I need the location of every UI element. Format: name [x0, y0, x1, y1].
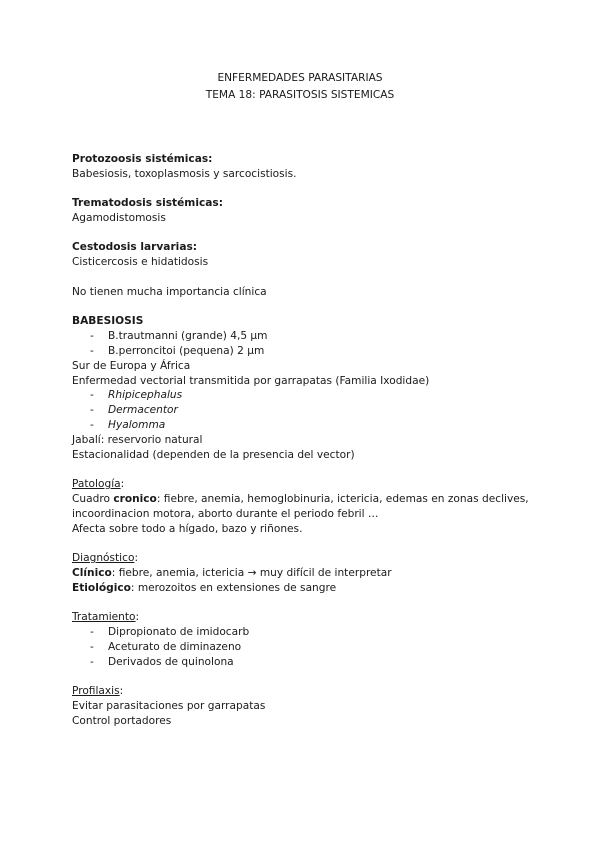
- list-dash: -: [90, 404, 94, 416]
- trematodosis-heading: Trematodosis sistémicas:: [72, 197, 223, 209]
- tratamiento-heading: [72, 610, 139, 625]
- profilaxis-heading-label: Profilaxis: [72, 685, 120, 697]
- heading-colon: :: [120, 478, 125, 490]
- patologia-line1: [72, 492, 529, 507]
- protozoosis-text: Babesiosis, toxoplasmosis y sarcocistiosis.: [72, 168, 297, 180]
- patologia-heading: [72, 477, 124, 492]
- patologia-line2: incoordinacion motora, aborto durante el periodo febril …: [72, 508, 379, 520]
- list-dash: -: [90, 389, 94, 401]
- list-dash: -: [90, 641, 94, 653]
- profilaxis-heading: [72, 684, 123, 699]
- heading-colon: :: [119, 685, 124, 697]
- list-dash: -: [90, 330, 94, 342]
- clinico-text: : fiebre, anemia, ictericia → muy difícil de interpretar: [111, 567, 392, 579]
- species-item: B.perroncitoi (pequena) 2 µm: [108, 345, 265, 357]
- genus-item: Rhipicephalus: [108, 389, 183, 401]
- region-text: Sur de Europa y África: [72, 360, 191, 372]
- cestodosis-heading: Cestodosis larvarias:: [72, 241, 198, 253]
- etiologico-label: Etiológico: [72, 582, 131, 594]
- vector-text: Enfermedad vectorial transmitida por garrapatas (Familia Ixodidae): [72, 375, 430, 387]
- patologia-line3: Afecta sobre todo a hígado, bazo y riñones.: [72, 523, 303, 535]
- patologia-line1-pre: Cuadro: [72, 493, 114, 505]
- babesiosis-heading: BABESIOSIS: [72, 315, 144, 327]
- reservoir-text: Jabalí: reservorio natural: [72, 434, 203, 446]
- profilaxis-item: Evitar parasitaciones por garrapatas: [72, 700, 266, 712]
- diagnostico-clinico: [72, 566, 392, 581]
- heading-colon: :: [135, 611, 140, 623]
- list-dash: -: [90, 656, 94, 668]
- importance-note: No tienen mucha importancia clínica: [72, 286, 267, 298]
- list-dash: -: [90, 345, 94, 357]
- tratamiento-item: Dipropionato de imidocarb: [108, 626, 250, 638]
- diagnostico-heading: [72, 551, 138, 566]
- clinico-label: Clínico: [72, 567, 112, 579]
- tratamiento-item: Aceturato de diminazeno: [108, 641, 242, 653]
- diagnostico-heading-label: Diagnóstico: [72, 552, 135, 564]
- tratamiento-item: Derivados de quinolona: [108, 656, 234, 668]
- season-text: Estacionalidad (dependen de la presencia del vector): [72, 449, 355, 461]
- patologia-line1-bold: cronico: [113, 493, 157, 505]
- list-dash: -: [90, 419, 94, 431]
- document-subtitle: TEMA 18: PARASITOSIS SISTEMICAS: [205, 89, 395, 101]
- diagnostico-etiologico: [72, 581, 336, 596]
- patologia-line1-post: : fiebre, anemia, hemoglobinuria, ictericia, edemas en zonas declives,: [156, 493, 529, 505]
- etiologico-text: : merozoitos en extensiones de sangre: [130, 582, 337, 594]
- genus-item: Dermacentor: [108, 404, 178, 416]
- list-dash: -: [90, 626, 94, 638]
- genus-item: Hyalomma: [108, 419, 166, 431]
- tratamiento-heading-label: Tratamiento: [72, 611, 136, 623]
- trematodosis-text: Agamodistomosis: [72, 212, 166, 224]
- species-item: B.trautmanni (grande) 4,5 µm: [108, 330, 268, 342]
- heading-colon: :: [134, 552, 139, 564]
- cestodosis-text: Cisticercosis e hidatidosis: [72, 256, 209, 268]
- protozoosis-heading: Protozoosis sistémicas:: [72, 153, 213, 165]
- profilaxis-item: Control portadores: [72, 715, 172, 727]
- patologia-heading-label: Patología: [72, 478, 121, 490]
- document-title: ENFERMEDADES PARASITARIAS: [217, 72, 383, 84]
